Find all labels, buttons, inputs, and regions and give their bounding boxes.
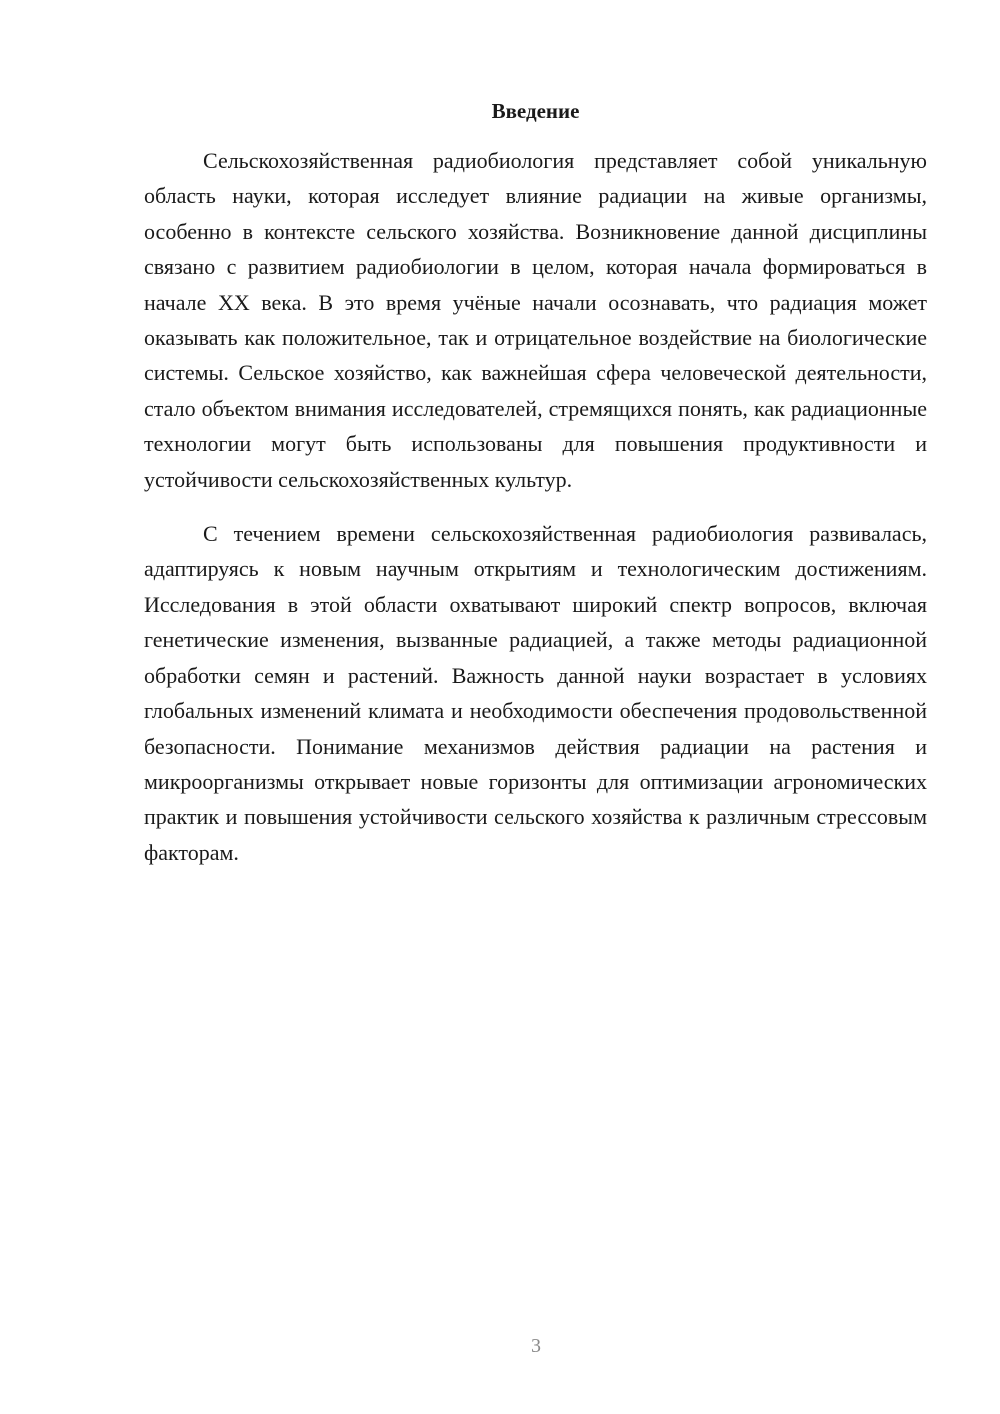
- page-number: 3: [531, 1335, 541, 1357]
- body-text: [144, 143, 927, 870]
- paragraph-2: С течением времени сельскохозяйственная радиобиология развивалась, адаптируясь к новым научным открытиям и технологическим достижениям. Исследования в этой области охватывают широкий спектр вопросов, включая генетические изменения, вызванные радиацией, а также методы радиационной обработки семян и растений. Важность данной науки возрастает в условиях глобальных изменений климата и необходимости обеспечения продовольственной безопасности. Понимание механизмов действия радиации на растения и микроорганизмы открывает новые горизонты для оптимизации агрономических практик и повышения устойчивости сельского хозяйства к различным стрессовым факторам.: [144, 521, 927, 865]
- paragraph-1: Сельскохозяйственная радиобиология представляет собой уникальную область науки, которая исследует влияние радиации на живые организмы, особенно в контексте сельского хозяйства. Возникновение данной дисциплины связано с развитием радиобиологии в целом, которая начала формироваться в начале XX века. В это время учёные начали осознавать, что радиация может оказывать как положительное, так и отрицательное воздействие на биологические системы. Сельское хозяйство, как важнейшая сфера человеческой деятельности, стало объектом внимания исследователей, стремящихся понять, как радиационные технологии могут быть использованы для повышения продуктивности и устойчивости сельскохозяйственных культур.: [144, 148, 927, 492]
- section-heading: Введение: [491, 99, 580, 123]
